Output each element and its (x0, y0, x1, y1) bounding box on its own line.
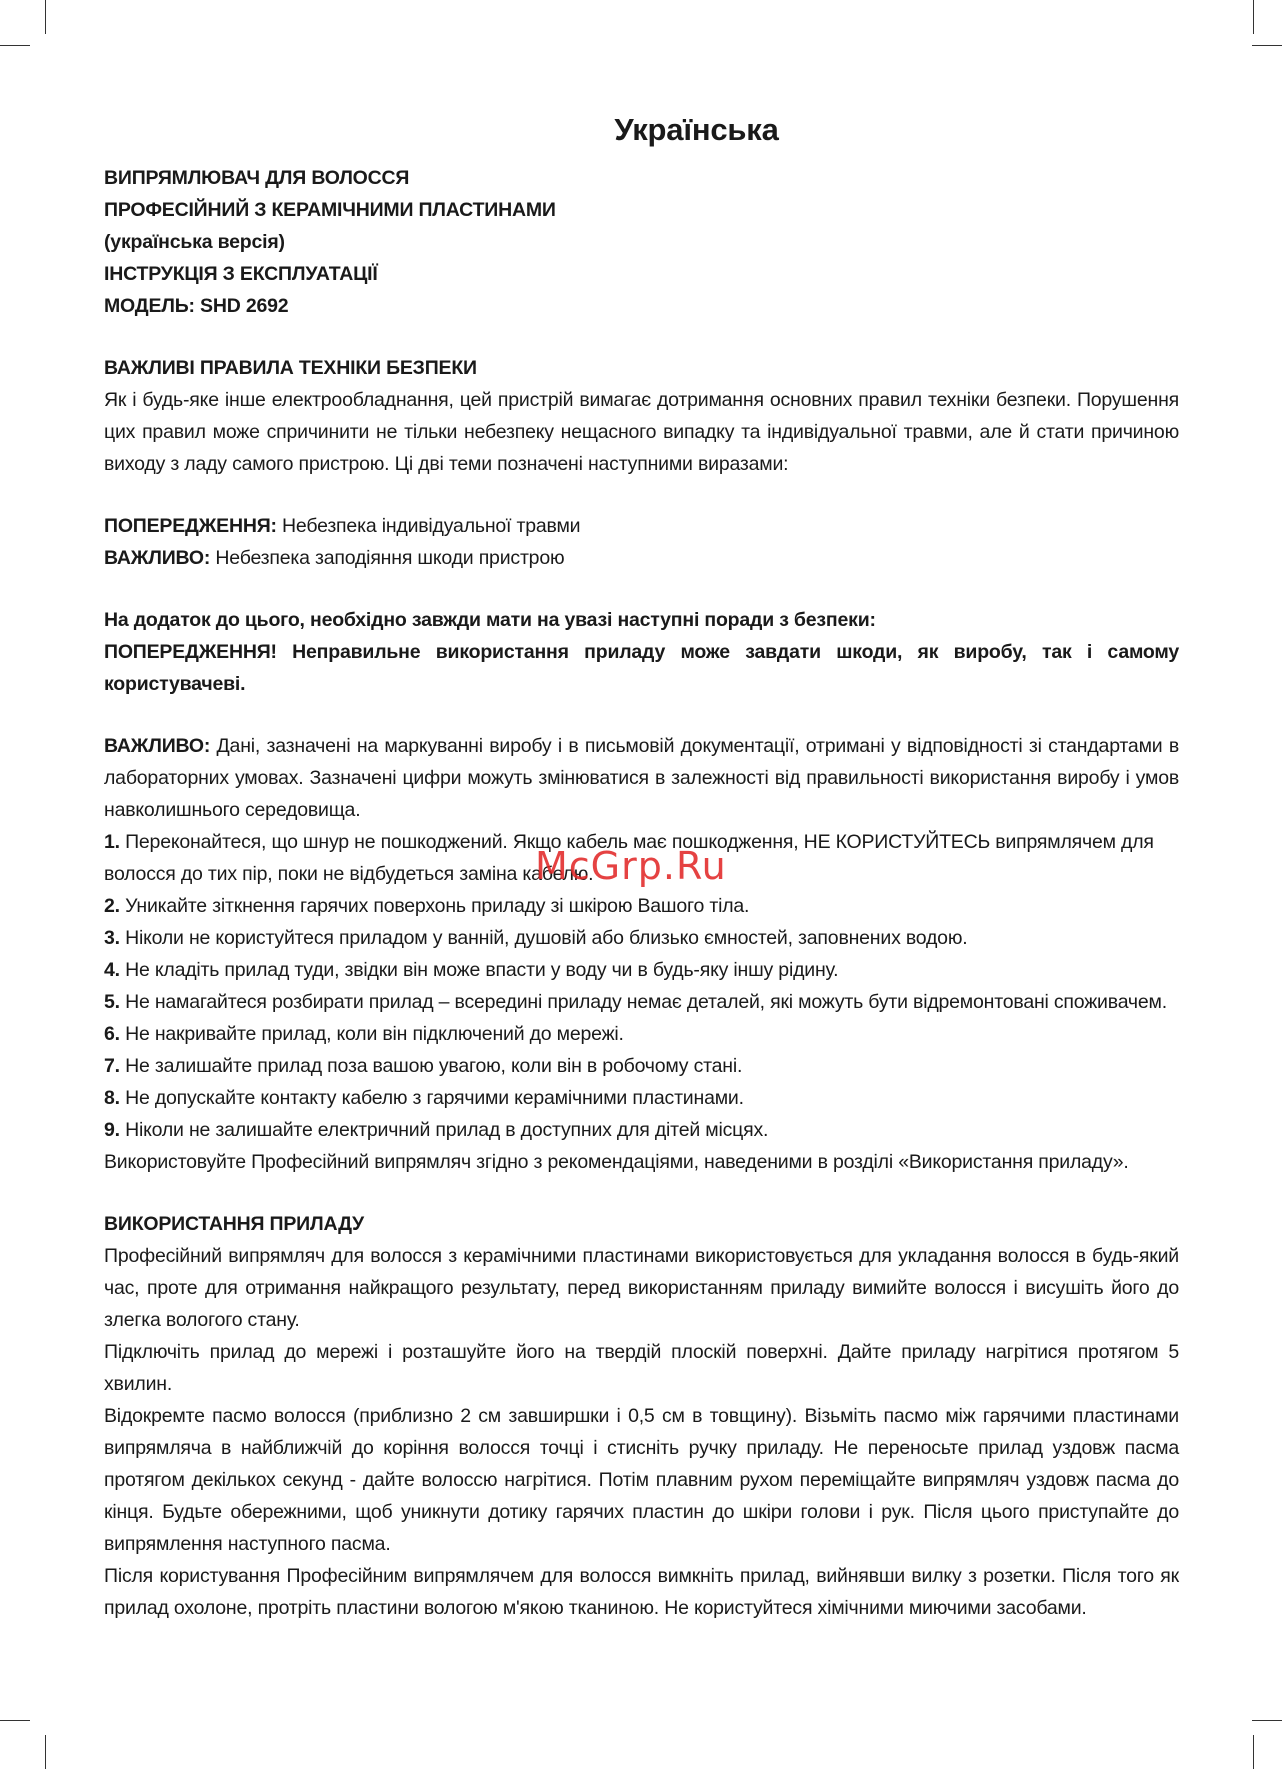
additional-note: На додаток до цього, необхідно завжди мати на увазі наступні поради з безпеки: (104, 609, 876, 631)
usage-paragraph: Відокремте пасмо волосся (приблизно 2 см завширшки і 0,5 см в товщину). Візьміть пасмо між гарячими пластинами випрямляча в найближчій до коріння волосся точці і стисніть ручку приладу. Не переносьте прилад уздовж пасма протягом декількох секунд - дайте волоссю нагрітися. Потім плавним рухом переміщайте випрямляч уздовж пасма до кінця. Будьте обережними, щоб уникнути дотику гарячих пластин до шкіри голови і рук. Після цього приступайте до випрямлення наступного пасма. (104, 1405, 1179, 1555)
list-item-number: 1. (104, 831, 120, 853)
list-item-text: Ніколи не користуйтеся приладом у ванній, душовій або близько ємностей, заповнених водою. (119, 927, 968, 949)
usage-paragraph: Підключіть прилад до мережі і розташуйте його на твердій плоскій поверхні. Дайте приладу нагрітися протягом 5 хвилин. (104, 1341, 1179, 1395)
usage-paragraph: Після користування Професійним випрямлячем для волосся вимкніть прилад, вийнявши вилку з розетки. Після того як прилад охолоне, протріть пластини вологою м'якою тканиною. Не користуйтеся хімічними миючими засобами. (104, 1565, 1179, 1619)
header-line: ВИПРЯМЛЮВАЧ ДЛЯ ВОЛОССЯ (104, 167, 410, 189)
list-item-number: 4. (104, 959, 120, 981)
language-title: Українська (614, 112, 779, 147)
warning-text: Небезпека індивідуальної травми (276, 515, 581, 537)
important-note-text: Дані, зазначені на маркуванні виробу і в письмовій документації, отримані у відповідності зі стандартами в лабораторних умовах. Зазначені цифри можуть змінюватися в залежності від правильності використання виробу і умов навколишнього середовища. (104, 735, 1179, 821)
watermark: McGrp.Ru (535, 844, 727, 888)
header-line: ПРОФЕСІЙНИЙ З КЕРАМІЧНИМИ ПЛАСТИНАМИ (104, 199, 556, 221)
header-line: ІНСТРУКЦІЯ З ЕКСПЛУАТАЦІЇ (104, 263, 378, 285)
model-line: МОДЕЛЬ: SHD 2692 (104, 295, 289, 317)
list-item-number: 7. (104, 1055, 120, 1077)
spacer (104, 322, 1179, 352)
crop-mark-bottom-right (1253, 1735, 1254, 1769)
list-item-text: Не кладіть прилад туди, звідки він може впасти у воду чи в будь-яку іншу рідину. (119, 959, 839, 981)
list-item (104, 986, 1179, 1018)
list-item (104, 890, 1179, 922)
usage-reference: Використовуйте Професійний випрямляч згідно з рекомендаціями, наведеними в розділі «Використання приладу». (104, 1151, 1129, 1173)
list-item-number: 6. (104, 1023, 120, 1045)
header-line: (українська версія) (104, 231, 285, 253)
crop-mark-bottom-left-h (0, 1720, 30, 1721)
list-item (104, 1018, 1179, 1050)
list-item-text: Ніколи не залишайте електричний прилад в доступних для дітей місцях. (119, 1119, 769, 1141)
list-item-number: 2. (104, 895, 120, 917)
list-item-number: 5. (104, 991, 120, 1013)
list-item (104, 954, 1179, 986)
list-item (104, 1050, 1179, 1082)
important-note-label: ВАЖЛИВО: (104, 735, 211, 757)
warning-definition (104, 510, 1179, 542)
important-label: ВАЖЛИВО: (104, 547, 211, 569)
important-text: Небезпека заподіяння шкоди пристрою (210, 547, 565, 569)
misuse-warning: ПОПЕРЕДЖЕННЯ! Неправильне використання приладу може завдати шкоди, як виробу, так і самому користувачеві. (104, 641, 1179, 695)
safety-section (104, 352, 1179, 1178)
list-item-number: 9. (104, 1119, 120, 1141)
list-item-text: Не накривайте прилад, коли він підключений до мережі. (119, 1023, 624, 1045)
safety-intro: Як і будь-яке інше електрообладнання, цей пристрій вимагає дотримання основних правил техніки безпеки. Порушення цих правил може спричинити не тільки небезпеку нещасного випадку та індивідуальної травми, але й стати причиною виходу з ладу самого пристрою. Ці дві теми позначені наступними виразами: (104, 389, 1179, 475)
spacer (104, 574, 1179, 604)
crop-mark-top-left (45, 0, 46, 34)
crop-mark-top-left-h (0, 45, 30, 46)
safety-title: ВАЖЛИВІ ПРАВИЛА ТЕХНІКИ БЕЗПЕКИ (104, 357, 477, 379)
usage-title: ВИКОРИСТАННЯ ПРИЛАДУ (104, 1213, 364, 1235)
list-item-text: Переконайтеся, що шнур не пошкоджений. Якщо кабель має пошкодження, НЕ КОРИСТУЙТЕСЬ випрямлячем для волосся до тих пір, поки не відбудеться заміна кабелю. (104, 831, 1154, 885)
crop-mark-bottom-left (45, 1735, 46, 1769)
warning-label: ПОПЕРЕДЖЕННЯ: (104, 515, 277, 537)
list-item-number: 8. (104, 1087, 120, 1109)
list-item-text: Не намагайтеся розбирати прилад – всередині приладу немає деталей, які можуть бути відремонтовані споживачем. (119, 991, 1167, 1013)
list-item (104, 922, 1179, 954)
usage-paragraph: Професійний випрямляч для волосся з керамічними пластинами використовується для укладання волосся в будь-який час, проте для отримання найкращого результату, перед використанням приладу вимийте волосся і висушіть його до злегка вологого стану. (104, 1245, 1179, 1331)
usage-section (104, 1208, 1179, 1624)
list-item-text: Не залишайте прилад поза вашою увагою, коли він в робочому стані. (119, 1055, 743, 1077)
list-item-text: Не допускайте контакту кабелю з гарячими керамічними пластинами. (119, 1087, 744, 1109)
crop-mark-bottom-right-h (1252, 1720, 1282, 1721)
important-definition (104, 542, 1179, 574)
crop-mark-top-right-h (1252, 45, 1282, 46)
list-item-number: 3. (104, 927, 120, 949)
crop-mark-top-right (1253, 0, 1254, 34)
document-header (104, 162, 1179, 322)
spacer (104, 1178, 1179, 1208)
list-item (104, 1082, 1179, 1114)
important-note (104, 730, 1179, 826)
spacer (104, 700, 1179, 730)
list-item (104, 1114, 1179, 1146)
spacer (104, 480, 1179, 510)
list-item-text: Уникайте зіткнення гарячих поверхонь приладу зі шкірою Вашого тіла. (119, 895, 750, 917)
